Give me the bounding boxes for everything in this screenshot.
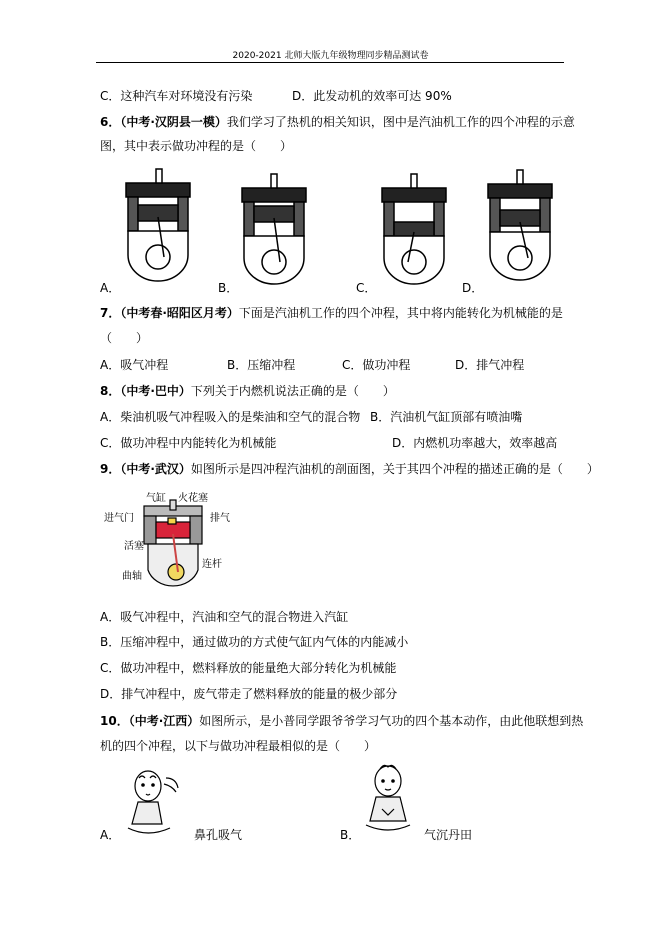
q7-option-c: C．做功冲程 [342,358,411,372]
q9-option-c: C．做功冲程中，燃料释放的能量绝大部分转化为机械能 [100,661,397,675]
fig-label-cylinder: 气缸 [146,493,166,504]
engine-diagram-d [484,166,564,286]
qigong-figure-qi-sink [362,763,414,837]
q10-number: 10． [100,714,129,728]
qigong-figure-inhale [126,768,180,838]
q9-option-a: A．吸气冲程中，汽油和空气的混合物进入汽缸 [100,610,349,624]
fig-label-spark-plug: 火花塞 [178,493,208,504]
header-divider [96,62,564,63]
q9-option-b: B．压缩冲程中，通过做功的方式使气缸内气体的内能减小 [100,635,409,649]
q7-number: 7． [100,306,121,320]
engine-cross-section [140,500,216,596]
q7-option-d: D．排气冲程 [455,358,525,372]
page-header: 2020-2021 北师大版九年级物理同步精品测试卷 [232,51,429,61]
q7-stem-line1 [100,304,563,321]
q9-number: 9． [100,462,121,476]
q5-option-c: C．这种汽车对环境没有污染 [100,89,253,103]
q8-stem [100,382,395,399]
q8-number: 8． [100,384,121,398]
q10-stem-line1 [100,712,583,729]
q5-option-d: D．此发动机的效率可达 90% [292,89,452,103]
fig-label-exhaust: 排气 [210,513,230,524]
q10-source: （中考·江西） [128,714,200,728]
q6-option-b: B． [218,281,239,295]
q7-text: 下面是汽油机工作的四个冲程，其中将内能转化为机械能的是 [238,306,563,320]
q9-text: 如图所示是四冲程汽油机的剖面图，关于其四个冲程的描述正确的是（ ） [190,462,599,476]
q8-source: （中考·巴中） [120,384,191,398]
q6-option-c: C． [356,281,377,295]
q8-text: 下列关于内燃机说法正确的是（ ） [190,384,395,398]
q8-option-b: B．汽油机气缸顶部有喷油嘴 [370,410,523,424]
q6-text: 我们学习了热机的相关知识，图中是汽油机工作的四个冲程的示意 [226,115,575,129]
q7-source: （中考春·昭阳区月考） [120,306,239,320]
q6-option-a: A． [100,281,121,295]
fig-label-connecting-rod: 连杆 [202,559,222,570]
q10-caption-a: 鼻孔吸气 [194,828,243,842]
q10-option-a: A． [100,828,121,842]
q6-source: （中考·汉阴县一模） [120,115,227,129]
fig-label-piston: 活塞 [124,541,144,552]
q8-option-c: C．做功冲程中内能转化为机械能 [100,436,277,450]
fig-label-intake-valve: 进气门 [104,513,134,524]
q6-option-d: D． [462,281,484,295]
q8-option-d: D．内燃机功率越大，效率越高 [392,436,558,450]
q10-text: 如图所示，是小普同学跟爷爷学习气功的四个基本动作，由此他联想到热 [199,714,584,728]
q9-source: （中考·武汉） [120,462,191,476]
q6-number: 6． [100,115,121,129]
q7-option-b: B．压缩冲程 [227,358,296,372]
q10-option-b: B． [340,828,361,842]
q9-stem [100,460,599,477]
q8-option-a: A．柴油机吸气冲程吸入的是柴油和空气的混合物 [100,410,361,424]
q6-stem-line2: 图，其中表示做功冲程的是（ ） [100,139,293,153]
q9-option-d: D．排气冲程中，废气带走了燃料释放的能量的极少部分 [100,687,398,701]
engine-diagram-c [378,172,458,292]
q6-stem-line1 [100,113,575,130]
q7-stem-line2: （ ） [100,331,149,345]
q7-option-a: A．吸气冲程 [100,358,169,372]
fig-label-crankshaft: 曲轴 [122,571,142,582]
engine-diagram-b [238,172,318,292]
q10-caption-b: 气沉丹田 [424,828,473,842]
q10-stem-line2: 机的四个冲程，以下与做功冲程最相似的是（ ） [100,739,377,753]
engine-diagram-a [120,165,200,285]
